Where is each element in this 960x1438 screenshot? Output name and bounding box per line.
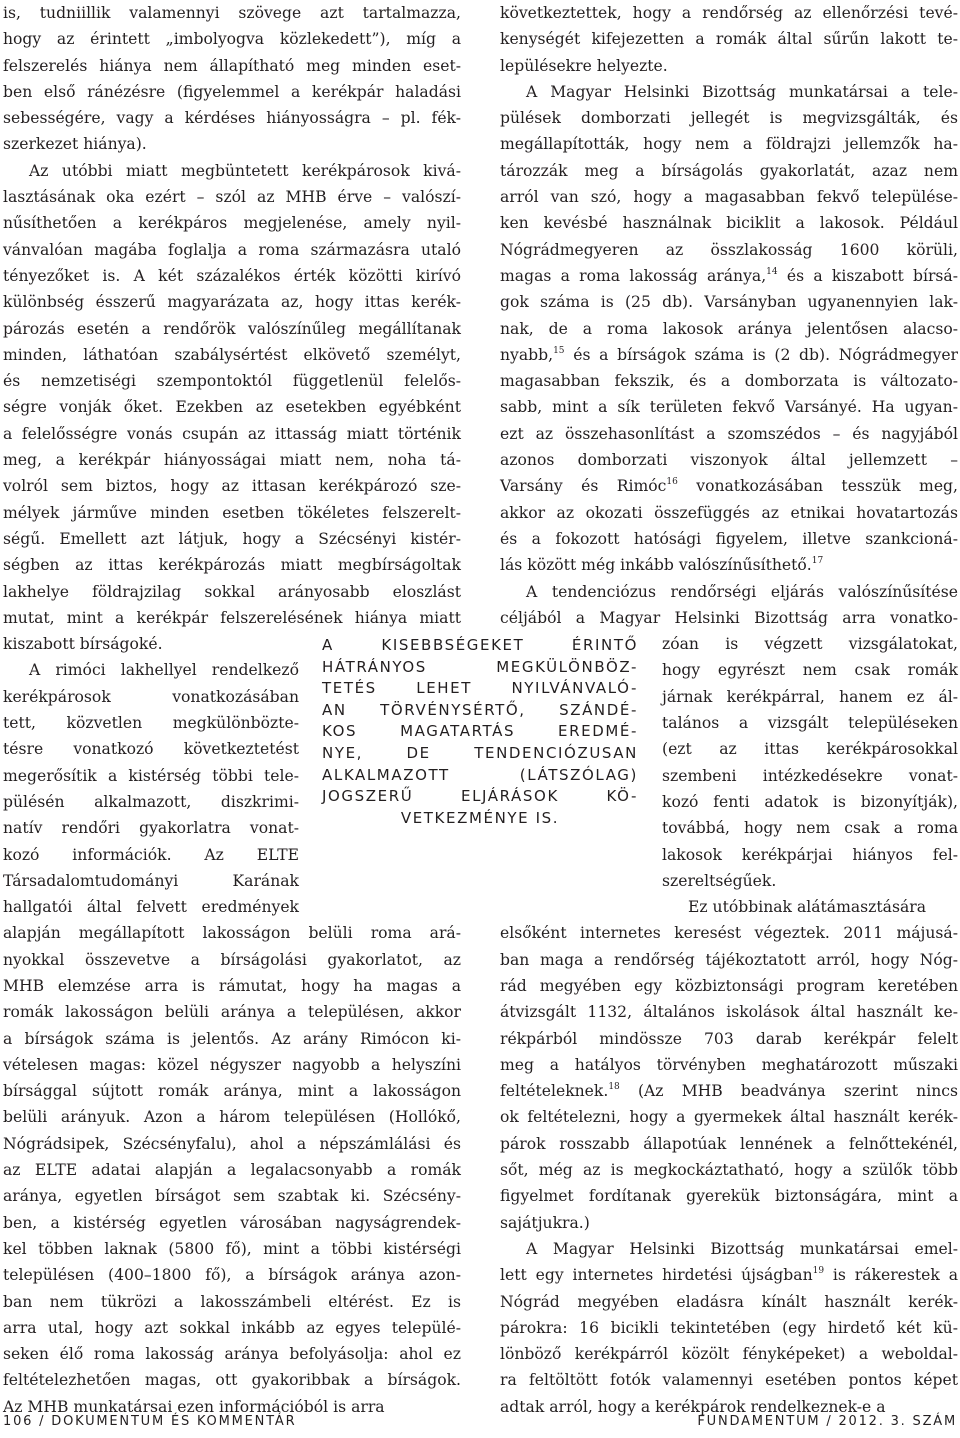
text-line: nak, de a roma lakosok aránya jelentősen alacso- [500,319,958,338]
text-line: megállapították, hogy nem a földrajzi jellemzők ha- [500,135,958,154]
text-line: ezt az összehasonlítást a szomszédos – és nagyjából [500,424,958,443]
text-line: rékpárból mindössze 703 darab kerékpár felelt [500,1029,958,1048]
text-line: vánvalóan magába foglalja a roma származásra utaló [3,240,461,259]
text-line: településen (400–1800 fő), a bírságok aránya azon- [3,1266,461,1285]
footer-page-section: 106 / DOKUMENTUM ÉS KOMMENTÁR [3,1414,297,1429]
text-line: bírsággal sújtott romák aránya, mint a lakosságon [3,1082,461,1101]
text-line: ségű. Emellett azt látjuk, hogy a Szécsényi kistér- [3,529,461,548]
pull-quote-line: TETÉS LEHET NYILVÁNVALÓ- [322,679,638,698]
text-line: kerékpárosok vonatkozásában [3,687,299,706]
text-line: talános a vizsgált településeken [662,714,958,733]
text-line: párok rosszabb állapotúak lennének a felnőttekénél, [500,1134,958,1153]
text-line: átvizsgált 1132, általános iskolások által használt ke- [500,1003,958,1022]
text-line: A tendenciózus rendőrségi eljárás valószínűsítése [526,582,958,601]
text-line: Nógrádsipek, Szécsényfalu), ahol a népszámlálási és [3,1134,461,1153]
text-line: figyelmet fordítanak gyerekük biztonságára, mint a [500,1187,958,1206]
text-line: magas a roma lakosság aránya,$^{14}$ és a kiszabott bírsá- [500,266,958,285]
text-line: feltételeknek.$^{18}$ (Az MHB beadványa szerint nincs [500,1081,958,1101]
text-line: és nemzetiségi szempontoktól függetlenül felelős- [3,372,461,391]
text-line: Nógrádmegyeren az összlakosság 1600 körüli, [500,240,958,259]
text-line: a felelősségre vonás csupán az ittasság miatt történik [3,424,461,443]
text-line: mélyek járműve minden esetben tökéletes felszerelt- [3,503,461,522]
pull-quote-line: A KISEBBSÉGEKET ÉRINTŐ [322,636,638,654]
text-line: ségre vonják őket. Ezekben az esetekben egyébként [3,398,461,417]
text-line: romák lakosságon belüli aránya a településen, akkor [3,1003,461,1022]
text-line: is, tudniillik valamennyi szövege azt tartalmazza, [3,4,461,22]
text-line: sőt, még az is megkockáztatható, hogy a szülők több [500,1161,958,1180]
text-line: pülések domborzati jellegét is megvizsgálták, és [500,109,958,128]
text-line: lett egy internetes hirdetési újságban$^{19}$ is rákerestek a [500,1266,958,1285]
text-line: lakhelye földrajzilag sokkal arányosabb eloszlást [3,582,461,601]
text-line: szereltségűek. [662,871,777,890]
text-line: Nógrád megyében eladásra kínált használt kerék- [500,1292,958,1311]
text-line: Az utóbbi miatt megbüntetett kerékpárosok kivá- [29,161,461,180]
pull-quote-line: JOGSZERŰ ELJÁRÁSOK KÖ- [322,787,638,806]
text-line: A rimóci lakhellyel rendelkező [29,661,299,680]
text-line: és a fokozott hatósági figyelem, illetve szankcioná- [500,529,958,548]
text-line: rád megyében egy közbiztonsági program keretében [500,976,958,995]
text-line: hogy egyrészt nem csak romák [662,661,958,680]
text-line: járnak kerékpárral, hanem ez ál- [662,687,958,706]
text-line: hallgatói által felvett eredmények [3,898,299,917]
pull-quote-line: VETKEZMÉNYE IS. [400,808,560,827]
text-line: arra utal, hogy azt sokkal inkább az egyes települé- [3,1318,461,1337]
text-line: szerkezet hiánya). [3,135,147,154]
text-line: feltételezhetően magas, ott gyakoribbak a bírságok. [3,1371,461,1390]
text-line: ken kevésbé használnak biciklit a lakosok. Például [500,214,958,233]
text-line: ban nem tükrözi a lakosszámbeli eltérést. Ez is [3,1292,461,1311]
text-line: Varsány és Rimóc$^{16}$ vonatkozásában tesszük meg, [500,477,958,496]
text-line: meg, a kerékpár hiányosságai miatt nem, noha tá- [3,451,461,470]
text-line: nyabb,$^{15}$ és a bírságok száma is (2 db). Nógrádmegyer [500,345,958,364]
text-line: ben első ránézésre (figyelemmel a kerékpár haladási [3,82,461,101]
text-line: A Magyar Helsinki Bizottság munkatársai emel- [526,1239,958,1258]
text-line: akkor az okozati összefüggés az etnikai hovatartozás [500,503,958,522]
footer-journal-issue: FUNDAMENTUM / 2012. 3. SZÁM [697,1414,957,1429]
text-line: különbség ésszerű magyarázata az, hogy ittas kerék- [3,293,461,312]
text-line: minden, láthatóan szabálysértést elkövető személyt, [3,345,461,364]
text-line: elsőként internetes keresést végeztek. 2011 májusá- [500,924,958,943]
text-line: lakosok kerékpárjai hiányos fel- [662,845,958,864]
text-line: Ez utóbbinak alátámasztására [688,898,927,917]
text-line: pározás esetén a rendőrök valószínűleg megállítanak [3,319,461,338]
text-line: felszerelés hiánya nem állapítható meg minden eset- [3,56,461,75]
text-line: belüli arányuk. Azon a három településen (Hollókő, [3,1108,461,1127]
text-line: nyokkal összevetve a bírságolási gyakorlatot, az [3,950,461,969]
text-line: natív rendőri gyakorlatra vonat- [3,819,299,838]
text-line: alapján megállapított lakosságon belüli roma ará- [3,924,461,943]
text-line: sabb, mint a sík területen fekvő Varsányé. Ha ugyan- [500,398,958,417]
text-line: ban maga a rendőrség tájékoztatott arról, hogy Nóg- [500,950,958,969]
text-line: meg a hatályos törvényben meghatározott műszaki [500,1055,958,1074]
pull-quote-line: NYE, DE TENDENCIÓZUSAN [322,743,638,762]
text-line: lepülésekre helyezte. [500,56,668,75]
text-line: zóan is végzett vizsgálatokat, [662,635,958,654]
text-line: lönböző kerékpárról közölt fényképeket) a weboldal- [500,1345,958,1364]
text-line: lasztásának oka ezért – szól az MHB érve – valószí- [3,188,461,207]
text-line: tett, közvetlen megkülönbözte- [3,714,299,733]
text-line: kiszabott bírságoké. [3,635,163,654]
pull-quote-line: ALKALMAZOTT (LÁTSZÓLAG) [322,765,638,784]
text-line: megerősítik a kistérség többi tele- [3,766,299,785]
text-line: párokra: 16 bicikli tekintetében (egy hirdető két kü- [500,1318,958,1337]
text-line: sebességére, vagy a kérdéses hiányosságra – pl. fék- [3,109,461,128]
text-line: a bírságok száma is jelentős. Az arány Rimócon ki- [3,1029,461,1048]
text-line: következtettek, hogy a rendőrség az ellenőrzési tevé- [500,4,958,22]
text-line: tényezőket is. A két százalékos érték közötti kirívó [3,266,461,285]
pull-quote [322,635,638,829]
text-line: nűsíthetően a kerékpáros megjelenése, amely nyil- [3,214,461,233]
text-line: seken élő roma lakosság aránya befolyásolja: ahol ez [3,1345,461,1364]
text-line: Az MHB munkatársai ezen információból is arra [3,1397,385,1416]
pull-quote-line: KOS MAGATARTÁS EREDMÉ- [322,722,638,741]
text-line: szembeni intézkedésekre vonat- [662,766,958,785]
text-line: az ELTE adatai alapján a legalacsonyabb a romák [3,1161,461,1180]
text-line: kozó információk. Az ELTE [3,845,299,864]
text-line: kenységét kifejezetten a romák által sűrűn lakott te- [500,30,958,49]
text-line: magasabban fekszik, és a domborzata is változato- [500,372,958,391]
text-line: tésre vonatkozó következtetést [3,740,299,759]
text-line: céljából a Magyar Helsinki Bizottság arra vonatko- [500,608,958,627]
text-line: adtak arról, hogy a kerékpárok rendelkeznek-e a [500,1397,886,1416]
text-line: Társadalomtudományi Karának [3,871,299,890]
pull-quote-line: HÁTRÁNYOS MEGKÜLÖNBÖZ- [322,657,638,676]
text-line: arról van szó, hogy a magasabban fekvő települése- [500,188,958,207]
text-line: vételesen magas: közel négyszer nagyobb a helyszíni [3,1055,461,1074]
text-line: ra feltöltött fotók valamennyi esetében pontos képet [500,1371,958,1390]
text-line: kozó fenti adatok is bizonyítják), [662,792,958,811]
text-line: ségben az ittas kerékpározás miatt megbírságoltak [3,556,461,575]
text-line: továbbá, hogy nem csak a roma [662,819,958,838]
text-line: A Magyar Helsinki Bizottság munkatársai a tele- [526,82,958,101]
text-line: (ezt az ittas kerékpárosokkal [662,740,958,759]
text-line: ben, a kistérség egyetlen városában nagyságrendek- [3,1213,461,1232]
text-line: sajátjukra.) [500,1213,590,1232]
text-line: azonos domborzati viszonyok által jellemzett – [500,451,958,470]
text-line: ok feltételezni, hogy a gyermekek által használt kerék- [500,1108,958,1127]
text-line: volról sem biztos, hogy az ittasan kerékpározó sze- [3,477,461,496]
pull-quote-line: AN TÖRVÉNYSÉRTŐ, SZÁNDÉ- [322,700,638,719]
text-line: pülésén alkalmazott, diszkrimi- [3,792,299,811]
text-line: kel többen laknak (5800 fő), mint a többi kistérségi [3,1239,461,1258]
text-line: hogy az érintett „imbolyogva közlekedett”), míg a [3,30,461,49]
text-line: gok száma is (25 db). Varsányban ugyanennyien lak- [500,293,958,312]
text-line: mutat, mint a kerékpár felszerelésének hiánya miatt [3,608,461,627]
text-line: aránya, egyetlen bírságot sem szabtak ki. Szécsény- [3,1187,461,1206]
text-line: lás között még inkább valószínűsíthető.$^{17}$ [500,556,824,575]
text-line: tározzák meg a bírságolás gyakorlatát, azaz nem [500,161,958,180]
text-line: MHB elemzése arra is rámutat, hogy ha magas a [3,976,461,995]
